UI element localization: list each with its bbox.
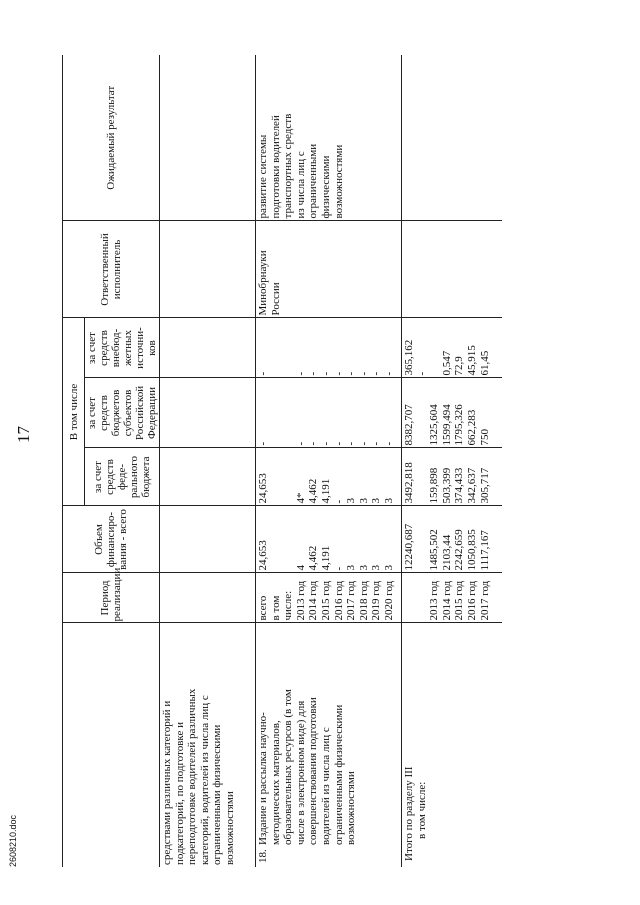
period-cell: 2019 год xyxy=(370,580,383,621)
item-18-extra xyxy=(256,318,402,378)
financing-table xyxy=(62,55,502,867)
value-cell: - xyxy=(382,441,395,446)
value-cell: 1485,502 xyxy=(428,529,441,571)
value-cell: 3 xyxy=(345,498,358,504)
total-volume xyxy=(402,506,502,573)
value-cell: 4,191 xyxy=(319,478,332,504)
value-cell xyxy=(270,509,283,571)
continued-executor xyxy=(160,221,256,318)
text-line: ограниченными xyxy=(307,143,320,219)
value-cell: 24,653 xyxy=(257,473,269,504)
value-cell: - xyxy=(319,371,332,376)
total-name xyxy=(402,623,502,867)
value-cell xyxy=(270,451,283,504)
header-result: Ожидаемый результат xyxy=(63,55,160,221)
value-cell xyxy=(282,381,295,446)
period-cell: числе: xyxy=(282,590,295,621)
text-line: Издание и рассылка научно- xyxy=(257,712,269,845)
value-cell: - xyxy=(307,441,320,446)
value-cell: - xyxy=(357,441,370,446)
value-cell: 503,399 xyxy=(440,467,453,504)
value-cell xyxy=(416,509,429,571)
value-cell: 750 xyxy=(478,429,491,446)
text-line: транспортных средств xyxy=(282,113,295,219)
value-cell: 662,283 xyxy=(465,409,478,446)
period-cell: 2016 год xyxy=(332,580,345,621)
value-cell: 4* xyxy=(294,492,307,504)
value-cell: - xyxy=(345,441,358,446)
period-cell: всего xyxy=(257,595,269,621)
value-cell xyxy=(282,509,295,571)
value-cell: 3 xyxy=(382,498,395,504)
value-cell: 1599,494 xyxy=(440,404,453,446)
period-cell: 2018 год xyxy=(357,580,370,621)
value-cell: - xyxy=(307,371,320,376)
item-18-name xyxy=(256,623,402,867)
value-cell: - xyxy=(294,441,307,446)
period-cell xyxy=(403,576,416,621)
total-label: Итого по разделу III xyxy=(403,766,415,861)
text-line: переподготовке водителей различных xyxy=(186,688,199,865)
continued-period xyxy=(160,573,256,623)
item-18-regional xyxy=(256,378,402,448)
header-name-blank xyxy=(63,623,160,867)
value-cell xyxy=(270,381,283,446)
value-cell: - xyxy=(370,371,383,376)
value-cell: 4,191 xyxy=(319,545,332,571)
continued-federal xyxy=(160,448,256,506)
text-line: физическими xyxy=(319,155,332,219)
item-18-result xyxy=(256,55,402,221)
text-line: числе в электронном виде) для xyxy=(294,700,307,845)
period-cell: в том xyxy=(269,595,282,621)
text-line: возможностями xyxy=(332,144,345,219)
item-18-number: 18. xyxy=(257,849,269,863)
value-cell: 72,9 xyxy=(453,356,466,376)
value-cell: 61,45 xyxy=(478,350,491,376)
text-line: методических материалов, xyxy=(269,720,282,845)
text-line: ограниченными физическими xyxy=(211,724,224,865)
value-cell: - xyxy=(332,441,345,446)
value-cell: 374,433 xyxy=(453,467,466,504)
period-cell: 2013 год xyxy=(294,580,307,621)
period-cell: 2015 год xyxy=(319,580,332,621)
value-cell: 1325,604 xyxy=(428,404,441,446)
value-cell: 12240,687 xyxy=(403,523,415,571)
value-cell: 2242,659 xyxy=(453,529,466,571)
value-cell xyxy=(416,451,429,504)
text-line: образовательных ресурсов (в том xyxy=(282,689,295,845)
value-cell: 1117,167 xyxy=(478,530,491,571)
value-cell xyxy=(416,381,429,446)
item-18-executor xyxy=(256,221,402,318)
total-regional xyxy=(402,378,502,448)
value-cell: 3 xyxy=(357,565,370,571)
text-line: категорий, водителей из числа лиц с xyxy=(198,695,211,865)
text-line: подкатегорий, по подготовке и xyxy=(173,722,186,865)
period-cell xyxy=(416,576,429,621)
value-cell: 3 xyxy=(370,498,383,504)
value-cell: 1795,326 xyxy=(453,404,466,446)
value-cell: - xyxy=(345,371,358,376)
value-cell: - xyxy=(257,371,269,376)
value-cell: 4,462 xyxy=(307,545,320,571)
value-cell: - xyxy=(370,441,383,446)
value-cell: 342,637 xyxy=(465,467,478,504)
header-executor: Ответственный исполнитель xyxy=(63,221,160,318)
text-line: из числа лиц с xyxy=(294,151,307,219)
period-cell: 2013 год xyxy=(428,580,441,621)
value-cell: - xyxy=(332,371,345,376)
text-line: совершенствования подготовки xyxy=(307,697,320,845)
period-cell: 2016 год xyxy=(465,580,478,621)
header-including: В том числе xyxy=(63,318,85,506)
footer-doc-code: 2608210.doc xyxy=(8,814,18,867)
value-cell: 1050,835 xyxy=(465,529,478,571)
header-volume: Объем финансиро- вания - всего xyxy=(63,506,160,573)
item-18-periods xyxy=(256,573,402,623)
value-cell: - xyxy=(319,441,332,446)
total-sublabel: в том числе: xyxy=(415,781,428,839)
item-18-volume xyxy=(256,506,402,573)
value-cell: 3 xyxy=(370,565,383,571)
continued-volume xyxy=(160,506,256,573)
value-cell: 24,653 xyxy=(257,540,269,571)
period-cell: 2014 год xyxy=(440,580,453,621)
page-number: 17 xyxy=(14,426,33,443)
value-cell: 365,162 xyxy=(403,339,415,376)
period-cell: 2014 год xyxy=(307,580,320,621)
value-cell: 4,462 xyxy=(307,478,320,504)
text-line: водителей из числа лиц с xyxy=(319,727,332,845)
total-federal xyxy=(402,448,502,506)
header-regional: за счет средств бюджетов субъектов Российской Федерации xyxy=(85,378,160,448)
total-result xyxy=(402,55,502,221)
text-line: возможностями xyxy=(345,771,358,845)
item-18-federal xyxy=(256,448,402,506)
value-cell: - xyxy=(415,371,428,376)
value-cell xyxy=(282,321,295,376)
text-line: ограниченными физическими xyxy=(332,704,345,845)
total-executor xyxy=(402,221,502,318)
text-line: Минобрнауки xyxy=(257,250,269,316)
continued-extra xyxy=(160,318,256,378)
value-cell: 4 xyxy=(294,565,307,571)
period-cell: 2015 год xyxy=(453,580,466,621)
value-cell: - xyxy=(332,499,345,504)
total-extra xyxy=(402,318,502,378)
text-line: средствами различных категорий и xyxy=(161,700,173,865)
text-line: возможностями xyxy=(223,791,236,865)
value-cell: 45,915 xyxy=(465,345,478,376)
text-line: подготовки водителей xyxy=(269,115,282,219)
period-cell: 2017 год xyxy=(478,580,491,621)
continued-result xyxy=(160,55,256,221)
value-cell xyxy=(428,321,441,376)
value-cell: 8382,707 xyxy=(403,404,415,446)
value-cell: - xyxy=(357,371,370,376)
value-cell xyxy=(282,451,295,504)
value-cell: 2103,44 xyxy=(440,534,453,571)
value-cell: 3 xyxy=(345,565,358,571)
value-cell xyxy=(270,321,283,376)
value-cell: 3 xyxy=(357,498,370,504)
text-line: России xyxy=(269,282,282,316)
period-cell: 2020 год xyxy=(382,580,395,621)
continued-regional xyxy=(160,378,256,448)
total-periods xyxy=(402,573,502,623)
header-federal: за счет средств феде- рального бюджета xyxy=(85,448,160,506)
header-extra: за счет средств внебюд- жетных источни- ков xyxy=(85,318,160,378)
value-cell: 0,547 xyxy=(440,350,453,376)
continued-item-text xyxy=(160,623,256,867)
value-cell: 3492,818 xyxy=(403,462,415,504)
text-line: развитие системы xyxy=(257,134,269,219)
header-period: Период реализации xyxy=(63,573,160,623)
value-cell: - xyxy=(382,371,395,376)
period-cell: 2017 год xyxy=(345,580,358,621)
value-cell: 305,717 xyxy=(478,467,491,504)
value-cell: - xyxy=(332,566,345,571)
value-cell: 3 xyxy=(382,565,395,571)
value-cell: 159,898 xyxy=(428,467,441,504)
value-cell: - xyxy=(257,441,269,446)
value-cell: - xyxy=(294,371,307,376)
